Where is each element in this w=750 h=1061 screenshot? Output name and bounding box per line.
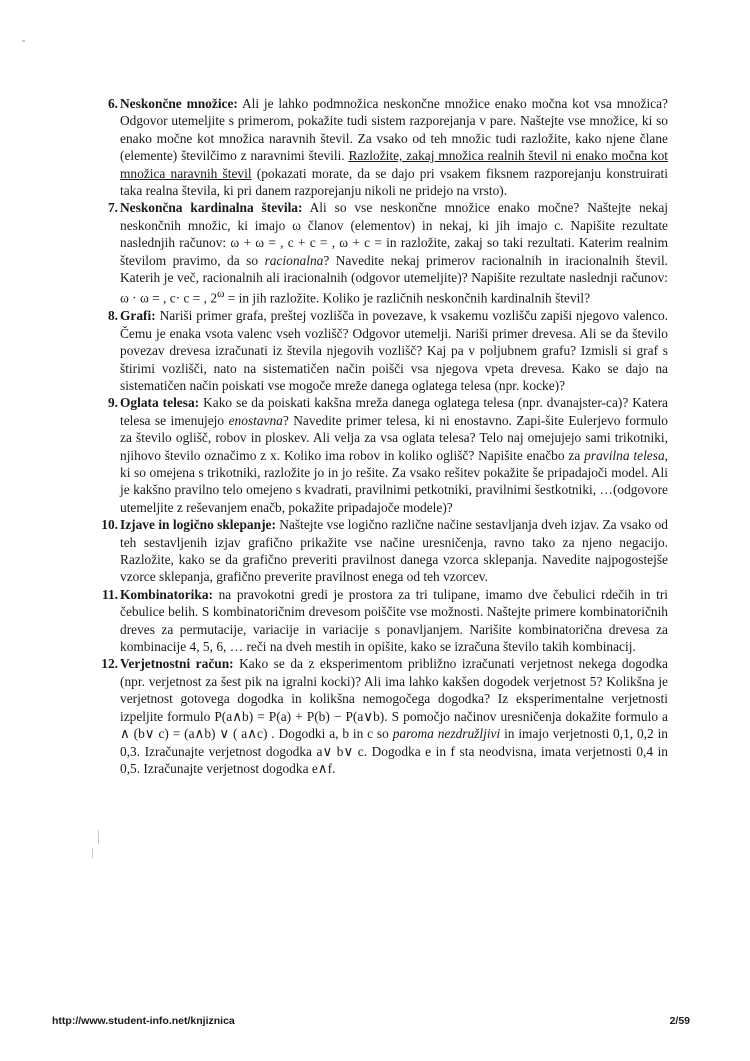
question-number: 6.: [107, 96, 118, 111]
question-7: [92, 199, 668, 307]
question-list: [92, 95, 668, 777]
italic-term: paroma nezdružljivi: [392, 726, 501, 742]
question-title: Kombinatorika:: [120, 586, 213, 602]
question-text: (pokazati morate, da se dajo pri vsakem fiksnem razporejanju konstruirati taka realna števila, ki pri danem razporejanju nikoli ne pridejo na vrsto).: [120, 165, 668, 199]
question-6: [92, 95, 668, 199]
question-text: = in jih razložite. Koliko je različnih neskončnih kardinalnih števil?: [224, 290, 591, 306]
question-number: 7.: [107, 200, 118, 216]
question-text: Ali so vse neskončne množice enako močne? Naštejte nekaj neskončnih množic, ki imajo ω članov (elementov) in nekaj, ki jih imajo c. Napišite rezultate naslednjih računov: ω + ω = , c + c = , ω + c = in razložite, zakaj so taki rezultati. Katerim realnim številom pravimo, da so: [120, 200, 668, 268]
question-12: [92, 655, 668, 777]
question-text: in imajo verjetnosti 0,1, 0,2 in 0,3. Izračunajte verjetnost dogodka a∨ b∨ c. Dogodka e in f sta neodvisna, imata verjetnosti 0,4 in 0,5. Izračunajte verjetnost dogodka e∧f.: [120, 726, 668, 776]
question-title: Neskončne množice:: [120, 96, 238, 111]
underlined-text: Razložite, zakaj množica realnih števil ni enako močna kot množica naravnih števil: [120, 148, 668, 181]
question-text: Kako se da poiskati kakšna mreža danega oglatega telesa (npr. dvanajster-ca)? Katera telesa se imenujejo: [120, 395, 668, 428]
question-number: 8.: [107, 308, 118, 324]
question-9: [92, 394, 668, 516]
question-text: na pravokotni gredi je prostora za tri tulipane, imamo dve čebulici rdečih in tri čebulice belih. S kombinatoričnim drevesom poiščite vse možnosti. Naštejte primere kombinatoričnih dreves za permutacije, variacije in variacije s ponavljanjem. Narišite kombinatorična drevesa za kombinacije 4, 5, 6, … reči na dveh mestih in opišite, kako se izračuna število takih kombinacij.: [120, 586, 668, 655]
scan-speck: [92, 848, 93, 858]
italic-term: racionalna: [264, 252, 324, 268]
question-text: ? Navedite nekaj primerov racionalnih in iracionalnih števil. Katerih je več, racionalnih ali iracionalnih (odgovor utemeljite)? Napišite rezultate naslednji računov: ω · ω = , c· c = , 2: [120, 252, 669, 306]
question-number: 12.: [101, 656, 118, 672]
question-text: Nariši primer grafa, preštej vozlišča in povezave, k vsakemu vozlišču zapiši njegovo valenco. Čemu je enaka vsota valenc vseh vozlišč? Odgovor utemelji. Nariši primer drevesa. Ali se da število povezav drevesa izračunati iz števila njegovih vozlišč? Kaj pa v poljubnem grafu? Izmisli si graf s štirimi vozlišči, nato na sistematičen način poišči vsa njegova vpeta drevesa. Kako se dajo na sistematičen način poiskati vse mogoče mreže danega oglatega telesa (npr. kocke)?: [120, 308, 668, 393]
footer-link[interactable]: http://www.student-info.net/knjiznica: [52, 1015, 235, 1027]
question-text: Kako se da z eksperimentom približno izračunati verjetnost nekega dogodka (npr. verjetnost za šest pik na igralni kocki)? Ali ima lahko kakšen dogodek verjetnost 5? Kolikšna je verjetnost gotovega dogodka in kolikšna nemogočega dogodka? Iz eksperimentalne verjetnosti izpeljite formulo P(a∧b) = P(a) + P(b) − P(a∨b). S pomočjo načinov uresničenja dokažite formulo a ∧ (b∨ c) = (a∧b) ∨ ( a∧c) . Dogodki a, b in c so: [120, 656, 668, 742]
question-title: Verjetnostni račun:: [120, 656, 234, 672]
page-number: 2/59: [669, 1015, 690, 1027]
italic-term: enostavna: [228, 412, 283, 428]
question-number: 10.: [101, 517, 118, 533]
question-text: ? Navedite primer telesa, ki ni enostavno. Zapi-šite Eulerjevo formulo za število oglišč, robov in ploskev. Ali velja za vsa oglata telesa? Telo naj omejujejo sami trikotniki, njihovo število označimo z x. Koliko ima robov in koliko oglišč? Napišite enačbo za: [120, 412, 669, 463]
question-title: Grafi:: [120, 308, 156, 324]
question-text: Naštejte vse logično različne načine sestavljanja dveh izjav. Za vsako od teh sestavljenih izjav grafično prikažite vse načine uresničenja, ravno tako za njeno negacijo. Razložite, kako se da grafično preveriti pravilnost danega vzorca sklepanja. Navedite najpogostejše vzorce sklepanja, grafično preverite pravilnost enega od teh vzorcev.: [120, 517, 668, 585]
question-number: 11.: [102, 586, 118, 602]
question-text: , ki so omejena s trikotniki, razložite jo in jo rešite. Za vsako rešitev pokažite še pripadajoči model. Ali je kakšno pravilno telo omejeno s kvadrati, pravilnimi petkotniki, pravilnimi šestkotniki, …(odgovore utemeljite z reševanjem enačb, pokažite pripadajoče modele)?: [120, 447, 668, 515]
question-title: Neskončna kardinalna števila:: [120, 200, 303, 216]
question-8: [92, 307, 668, 394]
question-number: 9.: [107, 395, 118, 411]
question-10: [92, 516, 668, 586]
question-title: Oglata telesa:: [120, 395, 200, 411]
scan-speck: [22, 40, 25, 42]
superscript: ω: [217, 288, 225, 301]
scan-speck: [98, 830, 99, 844]
question-title: Izjave in logično sklepanje:: [120, 517, 276, 533]
question-11: [92, 586, 668, 656]
italic-term: pravilna telesa: [584, 447, 665, 463]
question-text: Ali je lahko podmnožica neskončne množice enako močna kot vsa množica? Odgovor utemeljite s primerom, pokažite tudi sistem razporejanja v pare. Naštejte vse množice, ki so enako močne kot množica naravnih števil. Za vsako od teh množic tudi razložite, kako njene člane (elemente) številčimo z naravnimi števili.: [120, 96, 669, 164]
